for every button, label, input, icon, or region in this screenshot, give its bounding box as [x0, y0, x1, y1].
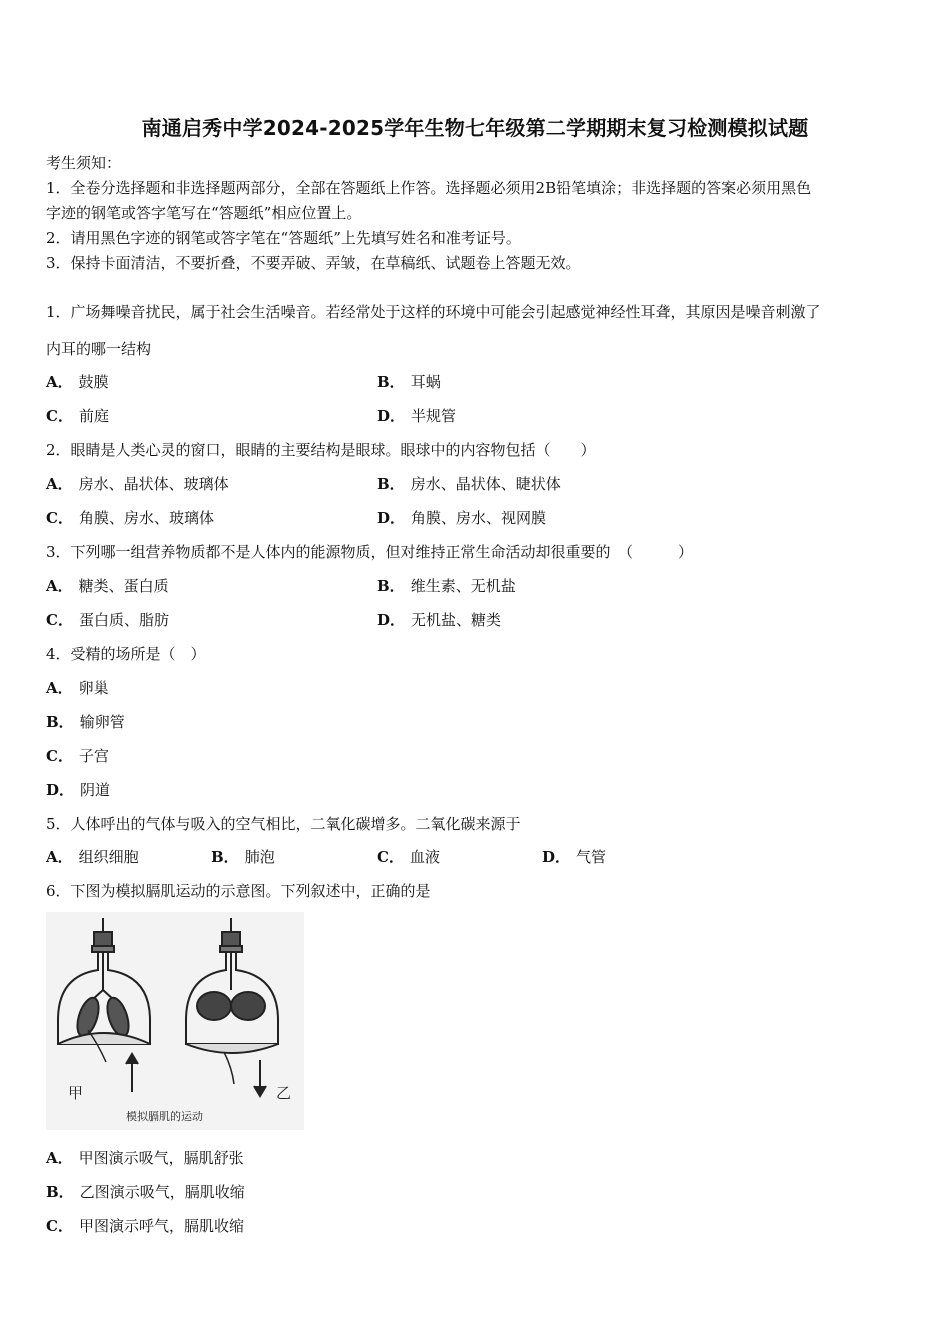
option-key: A．: [46, 1149, 73, 1167]
option-text: 无机盐、糖类: [411, 611, 502, 629]
option-c[interactable]: [377, 847, 440, 867]
option-a[interactable]: [46, 372, 109, 392]
option-key: A．: [46, 577, 73, 595]
notice-item: 2．请用黑色字迹的钢笔或答字笔在“答题纸”上先填写姓名和准考证号。: [46, 229, 521, 247]
option-d[interactable]: [377, 406, 456, 426]
option-text: 肺泡: [244, 848, 275, 866]
option-a[interactable]: [46, 847, 139, 867]
notice-item: 1．全卷分选择题和非选择题两部分，全部在答题纸上作答。选择题必须用2B铅笔填涂；非选择题的答案必须用黑色: [46, 179, 812, 197]
option-text: 组织细胞: [78, 848, 139, 866]
option-text: 气管: [576, 848, 607, 866]
figure-caption: 模拟膈肌的运动: [126, 1110, 203, 1123]
option-key: D．: [542, 848, 571, 866]
option-key: B．: [377, 373, 405, 391]
option-d[interactable]: [46, 780, 110, 800]
option-text: 耳蜗: [410, 373, 441, 391]
option-key: C．: [377, 848, 404, 866]
option-b[interactable]: [377, 372, 441, 392]
option-text: 半规管: [411, 407, 457, 425]
option-key: C．: [46, 1217, 73, 1235]
option-key: A．: [46, 475, 73, 493]
option-text: 乙图演示吸气，膈肌收缩: [79, 1183, 245, 1201]
option-key: C．: [46, 407, 73, 425]
option-key: D．: [377, 509, 406, 527]
option-text: 输卵管: [79, 713, 125, 731]
option-key: C．: [46, 509, 73, 527]
diaphragm-model-illustration: [46, 912, 304, 1130]
question-stem: 4．受精的场所是（ ）: [46, 645, 206, 663]
option-key: B．: [46, 713, 74, 731]
notice-heading: 考生须知：: [46, 154, 122, 172]
option-c[interactable]: [46, 746, 109, 766]
option-b[interactable]: [377, 576, 516, 596]
figure-label-left: 甲: [68, 1084, 84, 1102]
option-key: D．: [46, 781, 75, 799]
figure-label-right: 乙: [276, 1084, 292, 1102]
notice-item: 字迹的钢笔或答字笔写在“答题纸”相应位置上。: [46, 204, 362, 222]
option-text: 角膜、房水、玻璃体: [78, 509, 214, 527]
option-key: A．: [46, 679, 73, 697]
option-c[interactable]: [46, 610, 169, 630]
option-text: 血液: [409, 848, 440, 866]
option-a[interactable]: [46, 1148, 244, 1168]
option-text: 子宫: [78, 747, 109, 765]
option-text: 甲图演示吸气，膈肌舒张: [78, 1149, 244, 1167]
option-a[interactable]: [46, 474, 229, 494]
option-key: D．: [377, 407, 406, 425]
page-title: 南通启秀中学2024-2025学年生物七年级第二学期期末复习检测模拟试题: [141, 116, 809, 140]
option-key: A．: [46, 848, 73, 866]
question-stem: 3．下列哪一组营养物质都不是人体内的能源物质，但对维持正常生命活动却很重要的 （ ）: [46, 543, 694, 561]
option-text: 房水、晶状体、玻璃体: [78, 475, 229, 493]
option-key: D．: [377, 611, 406, 629]
option-a[interactable]: [46, 576, 169, 596]
option-b[interactable]: [46, 1182, 245, 1202]
option-key: B．: [211, 848, 239, 866]
option-text: 房水、晶状体、睫状体: [410, 475, 561, 493]
option-key: C．: [46, 747, 73, 765]
option-key: B．: [377, 577, 405, 595]
option-d[interactable]: [542, 847, 606, 867]
option-b[interactable]: [211, 847, 275, 867]
option-b[interactable]: [377, 474, 561, 494]
diaphragm-model-figure: [46, 912, 304, 1130]
question-stem: 5．人体呼出的气体与吸入的空气相比，二氧化碳增多。二氧化碳来源于: [46, 815, 521, 833]
option-c[interactable]: [46, 406, 109, 426]
option-text: 维生素、无机盐: [410, 577, 516, 595]
option-b[interactable]: [46, 712, 125, 732]
question-stem: 内耳的哪一结构: [46, 340, 152, 358]
bell-jar-right: [186, 918, 278, 1096]
option-text: 卵巢: [78, 679, 109, 697]
question-stem: 1．广场舞噪音扰民，属于社会生活噪音。若经常处于这样的环境中可能会引起感觉神经性耳聋，其原因是噪音刺激了: [46, 303, 821, 321]
bell-jar-left: [58, 918, 150, 1092]
option-text: 角膜、房水、视网膜: [411, 509, 547, 527]
question-stem: 2．眼睛是人类心灵的窗口，眼睛的主要结构是眼球。眼球中的内容物包括（ ）: [46, 441, 596, 459]
option-text: 蛋白质、脂肪: [78, 611, 169, 629]
question-stem: 6．下图为模拟膈肌运动的示意图。下列叙述中，正确的是: [46, 882, 431, 900]
option-key: A．: [46, 373, 73, 391]
option-text: 糖类、蛋白质: [78, 577, 169, 595]
notice-item: 3．保持卡面清洁，不要折叠，不要弄破、弄皱，在草稿纸、试题卷上答题无效。: [46, 254, 581, 272]
option-text: 阴道: [80, 781, 111, 799]
option-d[interactable]: [377, 610, 501, 630]
option-key: B．: [377, 475, 405, 493]
option-d[interactable]: [377, 508, 546, 528]
option-text: 甲图演示呼气，膈肌收缩: [78, 1217, 244, 1235]
option-text: 鼓膜: [78, 373, 109, 391]
option-c[interactable]: [46, 508, 214, 528]
option-c[interactable]: [46, 1216, 244, 1236]
option-key: B．: [46, 1183, 74, 1201]
option-key: C．: [46, 611, 73, 629]
option-a[interactable]: [46, 678, 109, 698]
option-text: 前庭: [78, 407, 109, 425]
